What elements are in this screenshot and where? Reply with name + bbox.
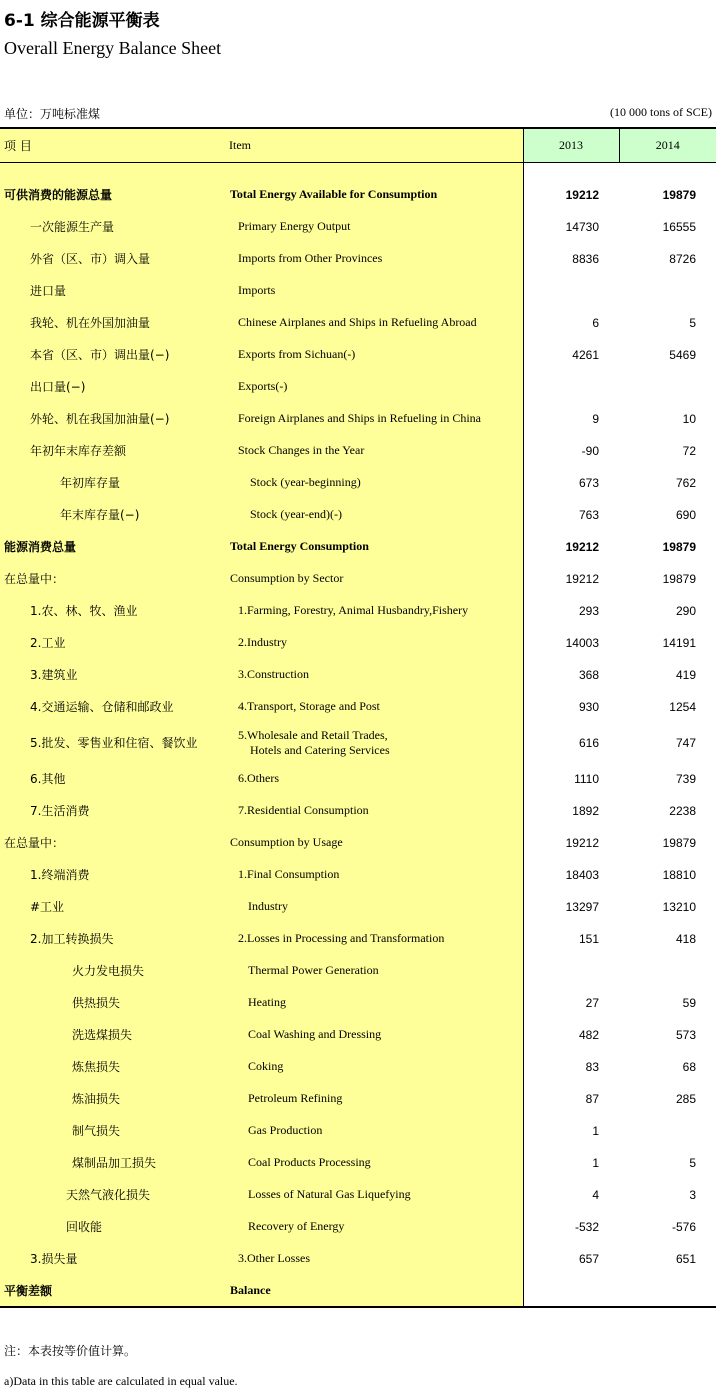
row-label-zh: 回收能	[0, 1211, 226, 1243]
unit-label-zh: 单位：万吨标准煤	[4, 107, 101, 121]
row-label-en	[226, 531, 523, 563]
table-row	[0, 371, 716, 403]
row-label-zh: 3.建筑业	[0, 659, 226, 691]
row-label-en	[226, 467, 523, 499]
row-label-en	[226, 499, 523, 531]
row-label-en	[226, 179, 523, 211]
row-label-en	[226, 211, 523, 243]
table-row	[0, 1115, 716, 1147]
value-2014: 573	[675, 1027, 696, 1042]
table-row	[0, 1019, 716, 1051]
table-row	[0, 339, 716, 371]
value-2013	[523, 955, 619, 987]
row-label-en	[226, 403, 523, 435]
value-2013: 19212	[565, 187, 599, 202]
table-row	[0, 859, 716, 891]
row-label-en	[226, 1211, 523, 1243]
value-2014: 8726	[669, 251, 696, 266]
row-label-en	[226, 923, 523, 955]
row-label-en-text: Industry	[248, 899, 288, 913]
table-row	[0, 1243, 716, 1275]
value-2013: 19212	[565, 835, 599, 850]
row-label-zh: 我轮、机在外国加油量	[0, 307, 226, 339]
value-2014: 19879	[662, 571, 696, 586]
row-label-zh: 年初库存量	[0, 467, 226, 499]
value-2013: 19212	[565, 539, 599, 554]
table-body	[0, 162, 716, 1307]
row-label-zh: 一次能源生产量	[0, 211, 226, 243]
row-label-zh: 外省（区、市）调入量	[0, 243, 226, 275]
spacer-cell	[226, 162, 523, 179]
value-2014	[619, 275, 716, 307]
table-row	[0, 467, 716, 499]
row-label-en	[226, 795, 523, 827]
row-label-zh: 在总量中：	[0, 563, 226, 595]
row-label-zh: 进口量	[0, 275, 226, 307]
table-row	[0, 1179, 716, 1211]
row-label-en	[226, 1243, 523, 1275]
value-2013: 151	[578, 931, 599, 946]
row-label-zh: 6.其他	[0, 763, 226, 795]
row-label-zh: 年末库存量(−)	[0, 499, 226, 531]
row-label-en	[226, 827, 523, 859]
value-2014: 1254	[669, 699, 696, 714]
value-2014: 59	[682, 995, 696, 1010]
row-label-en	[226, 1179, 523, 1211]
value-2013: 1892	[572, 803, 599, 818]
row-label-en	[226, 891, 523, 923]
row-label-en-text: Coal Washing and Dressing	[248, 1027, 382, 1041]
header-item-en: Item	[226, 128, 523, 162]
value-2014: 19879	[662, 835, 696, 850]
row-label-zh: #工业	[0, 891, 226, 923]
row-label-zh: 能源消费总量	[0, 531, 226, 563]
table-row	[0, 1211, 716, 1243]
table-row	[0, 987, 716, 1019]
value-2014	[619, 1275, 716, 1307]
value-2013: 13297	[565, 899, 599, 914]
row-label-zh: 年初年末库存差额	[0, 435, 226, 467]
row-label-en	[226, 563, 523, 595]
value-2014: 19879	[662, 539, 696, 554]
row-label-zh: 7.生活消费	[0, 795, 226, 827]
table-row	[0, 307, 716, 339]
value-2013: 18403	[565, 867, 599, 882]
value-2013: 83	[585, 1059, 599, 1074]
value-2014: 5469	[669, 347, 696, 362]
row-label-zh: 天然气液化损失	[0, 1179, 226, 1211]
value-2014: 16555	[662, 219, 696, 234]
value-2014: 762	[675, 475, 696, 490]
value-2013: 1	[592, 1155, 599, 1170]
table-spacer-row	[0, 162, 716, 179]
value-2014: 19879	[662, 187, 696, 202]
value-2014: 68	[682, 1059, 696, 1074]
value-2014: 5	[689, 1155, 696, 1170]
row-label-zh: 煤制品加工损失	[0, 1147, 226, 1179]
value-2014: 3	[689, 1187, 696, 1202]
row-label-zh: 洗选煤损失	[0, 1019, 226, 1051]
row-label-zh: 4.交通运输、仓储和邮政业	[0, 691, 226, 723]
value-2013: 482	[578, 1027, 599, 1042]
value-2013: 293	[578, 603, 599, 618]
row-label-en-text: Thermal Power Generation	[248, 963, 379, 977]
value-2014: 13210	[662, 899, 696, 914]
row-label-en	[226, 691, 523, 723]
row-label-en-text: Stock Changes in the Year	[238, 443, 365, 457]
table-row	[0, 923, 716, 955]
value-2013: 368	[578, 667, 599, 682]
row-label-en-text: Primary Energy Output	[238, 219, 351, 233]
value-2014: 739	[675, 771, 696, 786]
value-2014: -576	[671, 1219, 696, 1234]
row-label-en-text: Stock (year-end)(-)	[250, 507, 343, 521]
value-2014: 72	[682, 443, 696, 458]
value-2013: 657	[578, 1251, 599, 1266]
row-label-zh: 炼焦损失	[0, 1051, 226, 1083]
row-label-en	[226, 435, 523, 467]
value-2013: 14003	[565, 635, 599, 650]
table-row	[0, 795, 716, 827]
row-label-en-text: Petroleum Refining	[248, 1091, 343, 1105]
row-label-en	[226, 859, 523, 891]
table-row	[0, 891, 716, 923]
row-label-en-text: 3.Other Losses	[238, 1251, 310, 1265]
row-label-en	[226, 955, 523, 987]
value-2013: 27	[585, 995, 599, 1010]
value-2013	[523, 1275, 619, 1307]
table-row	[0, 243, 716, 275]
row-label-en-text: Consumption by Sector	[230, 571, 344, 585]
row-label-en-text: Exports from Sichuan(-)	[238, 347, 356, 361]
table-row	[0, 275, 716, 307]
row-label-zh: 火力发电损失	[0, 955, 226, 987]
row-label-zh: 在总量中：	[0, 827, 226, 859]
table-row	[0, 1147, 716, 1179]
table-row	[0, 1051, 716, 1083]
row-label-en-text: Gas Production	[248, 1123, 323, 1137]
row-label-en-text: Foreign Airplanes and Ships in Refueling in China	[238, 411, 481, 425]
table-row	[0, 659, 716, 691]
row-label-zh: 3.损失量	[0, 1243, 226, 1275]
row-label-zh: 制气损失	[0, 1115, 226, 1147]
page-title-en: Overall Energy Balance Sheet	[4, 38, 222, 58]
header-year-2014: 2014	[619, 128, 716, 162]
row-label-en	[226, 659, 523, 691]
value-2013: -90	[581, 443, 599, 458]
value-2014	[619, 955, 716, 987]
row-label-en	[226, 243, 523, 275]
row-label-zh: 5.批发、零售业和住宿、餐饮业	[0, 723, 226, 763]
value-2013: 616	[578, 735, 599, 750]
row-label-zh: 本省（区、市）调出量(−)	[0, 339, 226, 371]
row-label-en-text: Losses of Natural Gas Liquefying	[248, 1187, 411, 1201]
row-label-en-text: Total Energy Consumption	[230, 539, 369, 553]
value-2014: 285	[675, 1091, 696, 1106]
footnote-en: a)Data in this table are calculated in equal value.	[4, 1374, 238, 1388]
row-label-en-text: Chinese Airplanes and Ships in Refueling Abroad	[238, 315, 477, 329]
table-header-row	[0, 128, 716, 162]
row-label-en-text: Heating	[248, 995, 286, 1009]
row-label-en-text: Exports(-)	[238, 379, 288, 393]
value-2014: 14191	[662, 635, 696, 650]
row-label-en-text: 1.Farming, Forestry, Animal Husbandry,Fishery	[238, 603, 469, 617]
row-label-en	[226, 1051, 523, 1083]
row-label-en-text: 2.Losses in Processing and Transformation	[238, 931, 445, 945]
row-label-en-text: 3.Construction	[238, 667, 309, 681]
value-2013: 930	[578, 699, 599, 714]
table-row	[0, 563, 716, 595]
value-2013: 4	[592, 1187, 599, 1202]
row-label-en	[226, 275, 523, 307]
row-label-en	[226, 723, 523, 763]
value-2014: 10	[682, 411, 696, 426]
table-row	[0, 1275, 716, 1307]
row-label-zh: 1.农、林、牧、渔业	[0, 595, 226, 627]
value-2013: 1	[592, 1123, 599, 1138]
row-label-en-text: Imports	[238, 283, 276, 297]
row-label-en-text: 2.Industry	[238, 635, 287, 649]
table-row	[0, 403, 716, 435]
spacer-cell	[523, 162, 619, 179]
value-2014: 5	[689, 315, 696, 330]
row-label-zh: 2.加工转换损失	[0, 923, 226, 955]
value-2013: 14730	[565, 219, 599, 234]
value-2014: 747	[675, 735, 696, 750]
row-label-zh: 1.终端消费	[0, 859, 226, 891]
row-label-en-text: 7.Residential Consumption	[238, 803, 369, 817]
value-2013: 19212	[565, 571, 599, 586]
value-2013: 673	[578, 475, 599, 490]
table-row	[0, 827, 716, 859]
table-row	[0, 179, 716, 211]
row-label-en	[226, 987, 523, 1019]
row-label-zh: 供热损失	[0, 987, 226, 1019]
row-label-zh: 外轮、机在我国加油量(−)	[0, 403, 226, 435]
row-label-en	[226, 339, 523, 371]
value-2014: 18810	[662, 867, 696, 882]
row-label-en-text: 5.Wholesale and Retail Trades,	[238, 727, 388, 742]
header-item-zh: 项 目	[0, 128, 226, 162]
table-row	[0, 691, 716, 723]
energy-balance-table-wrapper	[0, 127, 716, 1308]
row-label-zh: 平衡差额	[0, 1275, 226, 1307]
table-row	[0, 1083, 716, 1115]
value-2013	[523, 371, 619, 403]
spacer-cell	[0, 162, 226, 179]
table-row	[0, 435, 716, 467]
table-row	[0, 499, 716, 531]
row-label-en-text-line2: Hotels and Catering Services	[250, 742, 390, 757]
table-row	[0, 763, 716, 795]
row-label-en	[226, 627, 523, 659]
value-2013: 1110	[574, 771, 599, 786]
row-label-en	[226, 371, 523, 403]
row-label-en	[226, 763, 523, 795]
value-2014	[619, 371, 716, 403]
value-2014: 419	[675, 667, 696, 682]
row-label-zh: 炼油损失	[0, 1083, 226, 1115]
value-2013: 4261	[572, 347, 599, 362]
table-row	[0, 531, 716, 563]
row-label-en	[226, 595, 523, 627]
table-row	[0, 595, 716, 627]
page-title-zh: 6-1 综合能源平衡表	[4, 11, 160, 31]
value-2014: 290	[675, 603, 696, 618]
row-label-en-text: Coal Products Processing	[248, 1155, 371, 1169]
row-label-zh: 可供消费的能源总量	[0, 179, 226, 211]
spacer-cell	[619, 162, 716, 179]
row-label-en	[226, 1083, 523, 1115]
row-label-en-text: Consumption by Usage	[230, 835, 343, 849]
row-label-zh: 2.工业	[0, 627, 226, 659]
row-label-zh: 出口量(−)	[0, 371, 226, 403]
value-2013	[523, 275, 619, 307]
table-row	[0, 955, 716, 987]
row-label-en-text: Total Energy Available for Consumption	[230, 187, 438, 201]
row-label-en	[226, 1147, 523, 1179]
value-2013: 87	[585, 1091, 599, 1106]
row-label-en	[226, 1019, 523, 1051]
row-label-en-text: Imports from Other Provinces	[238, 251, 383, 265]
value-2013: 8836	[572, 251, 599, 266]
value-2014: 690	[675, 507, 696, 522]
value-2013: 9	[592, 411, 599, 426]
value-2014: 2238	[669, 803, 696, 818]
row-label-en	[226, 1115, 523, 1147]
value-2013: -532	[574, 1219, 599, 1234]
row-label-en-text: Balance	[230, 1282, 271, 1297]
table-row	[0, 211, 716, 243]
value-2013: 6	[592, 315, 599, 330]
table-row	[0, 723, 716, 763]
row-label-en	[226, 1275, 523, 1307]
energy-balance-table	[0, 127, 716, 1308]
value-2014	[619, 1115, 716, 1147]
value-2014: 651	[675, 1251, 696, 1266]
unit-label-en: (10 000 tons of SCE)	[610, 105, 712, 119]
row-label-en-text: 4.Transport, Storage and Post	[238, 699, 380, 713]
row-label-en-text: Coking	[248, 1059, 284, 1073]
row-label-en-text: 1.Final Consumption	[238, 867, 340, 881]
table-row	[0, 627, 716, 659]
footnote-zh: 注：本表按等价值计算。	[4, 1344, 137, 1358]
value-2014: 418	[675, 931, 696, 946]
row-label-en	[226, 307, 523, 339]
row-label-en-text: 6.Others	[238, 771, 279, 785]
value-2013: 763	[578, 507, 599, 522]
row-label-en-text: Recovery of Energy	[248, 1219, 345, 1233]
row-label-en-text: Stock (year-beginning)	[250, 475, 361, 489]
header-year-2013: 2013	[523, 128, 619, 162]
